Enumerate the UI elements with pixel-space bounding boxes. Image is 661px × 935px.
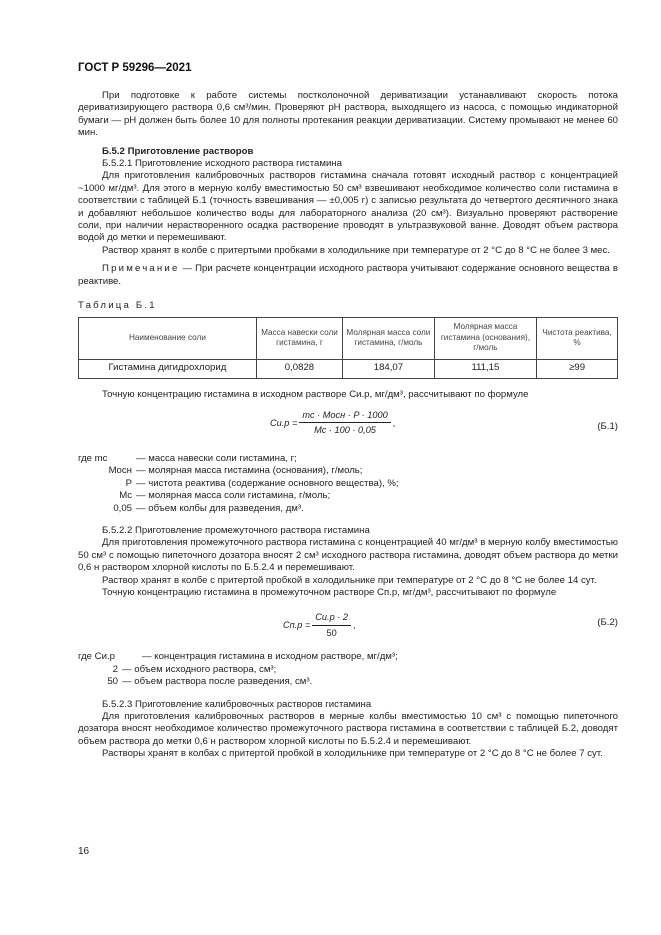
table-b1: [78, 317, 618, 379]
formula-b2: [78, 605, 618, 647]
where-item: 0,05 — объем колбы для разведения, дм³.: [113, 502, 304, 514]
table-header-cell: Чистота реактива, %: [537, 317, 618, 359]
storage-paragraph-1: Раствор хранят в колбе с притертыми пробками в холодильнике при температуре от 2 °С до 8 °С не более 3 мес.: [102, 244, 610, 256]
document-header: ГОСТ Р 59296—2021: [78, 62, 192, 74]
formula2-lhs: Cп.р =: [283, 620, 311, 631]
where-item: Mосн — молярная масса гистамина (основания), г/моль;: [108, 465, 363, 477]
formula1-intro: Точную концентрацию гистамина в исходном растворе Cи.р, мг/дм³, рассчитывают по формуле: [102, 388, 529, 400]
where-item: Mс — молярная масса соли гистамина, г/моль;: [119, 490, 331, 502]
table-row: [79, 359, 618, 378]
where-item: где mс — масса навески соли гистамина, г;: [78, 452, 297, 464]
document-body: [78, 90, 618, 761]
note: [78, 263, 618, 288]
b522-paragraph: Для приготовления промежуточного раствора гистамина с концентрацией 40 мг/дм³ в мерную колбу вместимостью 50 см³ с помощью пипеточного дозатора вносят 2 см³ исходного раствора гистамина, доводят объем раствора до метки 0,6 н раствором хлорной кислоты по Б.5.2.4 и перемешивают.: [78, 537, 618, 574]
where-item: P — чистота реактива (содержание основного вещества), %;: [125, 477, 399, 489]
formula1-lhs: Cи.р =: [270, 417, 298, 428]
where-item: где Cи.р — концентрация гистамина в исходном растворе, мг/дм³;: [78, 651, 398, 663]
note-text: — При расчете концентрации исходного раствора учитывают содержание основного вещества в реактиве.: [78, 263, 618, 287]
formula1-number: (Б.1): [597, 420, 618, 432]
table-cell: 0,0828: [256, 359, 342, 378]
formula2-tail: ,: [352, 620, 356, 631]
page-number: 16: [78, 846, 90, 857]
formula1-numerator: mс · Mосн · P · 1000: [299, 409, 390, 423]
table-header-cell: Масса навески соли гистамина, г: [256, 317, 342, 359]
section-b522-heading: Б.5.2.2 Приготовление промежуточного раствора гистамина: [102, 524, 370, 536]
note-label: Примечание: [102, 263, 180, 275]
table-header-cell: Наименование соли: [79, 317, 257, 359]
b523-paragraph: Для приготовления калибровочных растворов в мерные колбы вместимостью 10 см³ с помощью пипеточного дозатора вносят необходимое количество промежуточного раствора гистамина в соответствии с таблицей Б.2, доводят объем раствора до метки 0,6 н раствором хлорной кислоты по Б.5.2.4 и перемешивают.: [78, 711, 618, 747]
section-b523-heading: Б.5.2.3 Приготовление калибровочных растворов гистамина: [102, 698, 372, 710]
section-b521-heading: Б.5.2.1 Приготовление исходного раствора гистамина: [102, 158, 342, 170]
where-list-2: [78, 651, 618, 688]
where-list-1: [78, 453, 618, 515]
table-cell: Гистамина дигидрохлорид: [79, 359, 257, 378]
formula2-denominator: 50: [326, 627, 337, 638]
table-caption: Таблица Б.1: [78, 300, 157, 312]
table-header-cell: Молярная масса соли гистамина, г/моль: [343, 317, 435, 359]
where-item: 50 — объем раствора после разведения, см³.: [107, 676, 313, 688]
formula1-tail: ,: [392, 417, 396, 428]
storage-paragraph-2: Раствор хранят в колбе с притертой пробкой в холодильнике при температуре от 2 °С до 8 °С не более 14 сут.: [102, 574, 597, 586]
formula2-number: (Б.2): [597, 617, 618, 629]
formula1-denominator: Mс · 100 · 0,05: [314, 425, 376, 436]
b521-paragraph: Для приготовления калибровочных растворов гистамина сначала готовят исходный раствор с концентрацией ~1000 мг/дм³. Для этого в мерную колбу вместимостью 50 см³ взвешивают необходимое количество соли гистамина в соответствии с таблицей Б.1 (точность взвешивания — ±0,005 г) с записью результата до четвертого десятичного знака и добавляют небольшое количество воды для лабораторного анализа (20 см³). Визуально проверяют растворение соли, при наличии нерастворенного осадка растворение проводят в ультразвуковой ванне. Доводят объем раствора водой до метки и перемешивают.: [78, 170, 618, 244]
where-item: 2 — объем исходного раствора, см³;: [112, 663, 277, 675]
storage-paragraph-3: Растворы хранят в колбах с притертой пробкой в холодильнике при температуре от 2 °С до 8 °С не более 7 сут.: [102, 748, 603, 760]
formula2-numerator: Cи.р · 2: [312, 611, 351, 625]
intro-paragraph: При подготовке к работе системы постколоночной дериватизации устанавливают скорость потока дериватизирующего раствора 0,6 см³/мин. Проверяют pH раствора, выходящего из насоса, с помощью индикаторной бумаги — pH должен быть более 10 для полноты протекания реакции дериватизации. Систему промывают не менее 60 мин.: [78, 90, 618, 139]
table-cell: 184,07: [343, 359, 435, 378]
formula-b1: [78, 407, 618, 449]
table-header-cell: Молярная масса гистамина (основания), г/моль: [434, 317, 536, 359]
table-cell: ≥99: [537, 359, 618, 378]
section-b52-heading: Б.5.2 Приготовление растворов: [102, 145, 254, 157]
formula2-intro: Точную концентрацию гистамина в промежуточном растворе Cп.р, мг/дм³, рассчитывают по формуле: [102, 586, 557, 598]
table-cell: 111,15: [434, 359, 536, 378]
table-header-row: [79, 317, 618, 359]
